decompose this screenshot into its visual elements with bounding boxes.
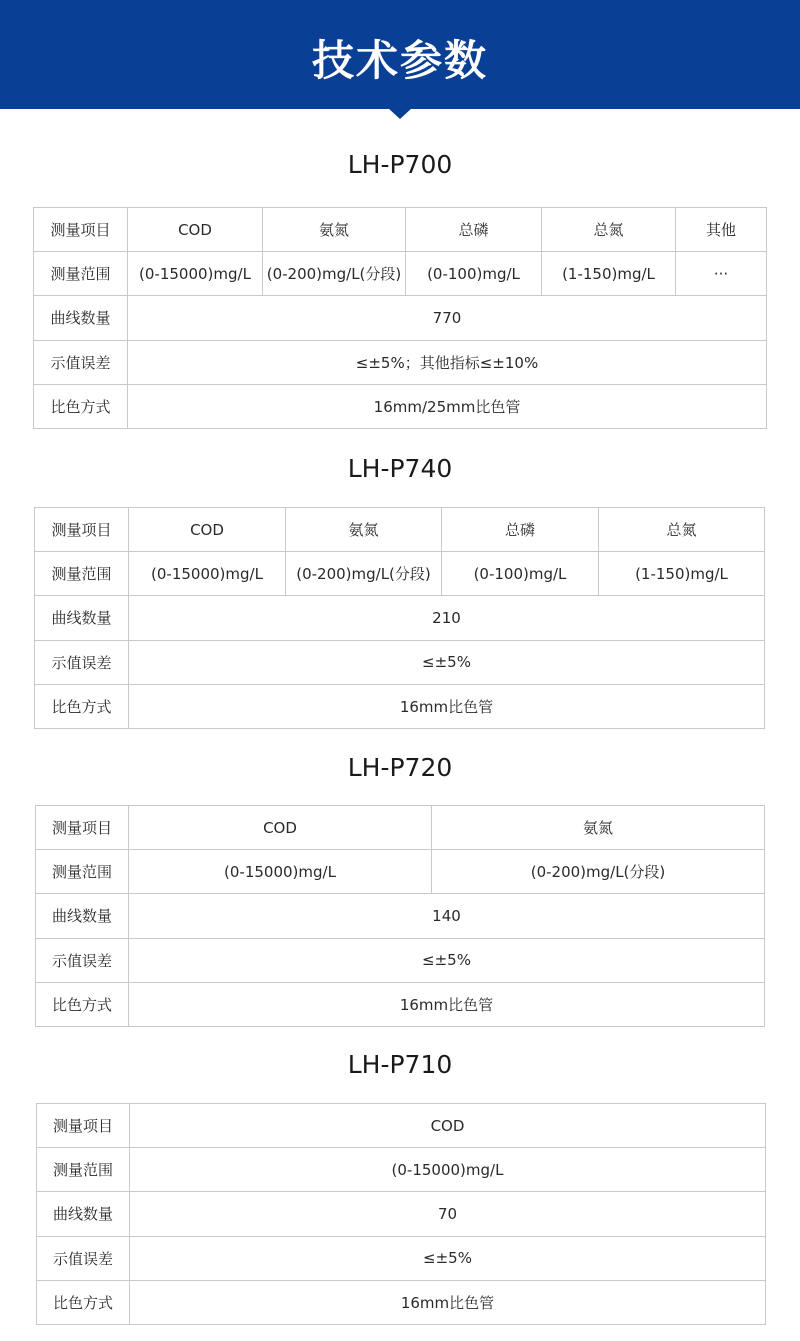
table-row — [34, 384, 767, 428]
row-label: 测量项目 — [34, 208, 128, 252]
model-title-p740: LH-P740 — [347, 454, 453, 483]
spec-table-p720 — [35, 805, 765, 1027]
table-cell: 总磷 — [442, 508, 599, 552]
row-label: 示值误差 — [36, 938, 129, 982]
table-row — [34, 252, 767, 296]
row-label: 曲线数量 — [36, 894, 129, 938]
table-row — [35, 684, 765, 728]
page-title: 技术参数 — [311, 36, 488, 85]
table-cell: 70 — [130, 1192, 766, 1236]
row-label: 示值误差 — [35, 640, 129, 684]
table-cell: (0-15000)mg/L — [129, 850, 432, 894]
table-cell: 16mm比色管 — [129, 684, 765, 728]
model-title-p700: LH-P700 — [347, 150, 453, 179]
table-cell: ≤±5% — [130, 1236, 766, 1280]
row-label: 测量项目 — [37, 1104, 130, 1148]
table-cell: (0-15000)mg/L — [130, 1148, 766, 1192]
row-label: 测量范围 — [35, 552, 129, 596]
row-label: 比色方式 — [36, 982, 129, 1026]
table-cell: (0-15000)mg/L — [129, 552, 286, 596]
table-row — [37, 1236, 766, 1280]
table-cell: 氨氮 — [263, 208, 406, 252]
table-cell: (0-200)mg/L(分段) — [432, 850, 765, 894]
table-cell: COD — [129, 806, 432, 850]
row-label: 测量范围 — [36, 850, 129, 894]
table-row — [35, 508, 765, 552]
table-cell: 总磷 — [406, 208, 542, 252]
header-pointer — [388, 108, 412, 119]
table-cell: 其他 — [676, 208, 767, 252]
table-row — [35, 640, 765, 684]
row-label: 比色方式 — [37, 1280, 130, 1324]
table-cell: 210 — [129, 596, 765, 640]
table-row — [37, 1280, 766, 1324]
table-cell: COD — [128, 208, 263, 252]
table-cell: 16mm比色管 — [130, 1280, 766, 1324]
table-cell: 氨氮 — [286, 508, 442, 552]
spec-table-p700 — [33, 207, 767, 429]
table-cell: 总氮 — [599, 508, 765, 552]
spec-table-p740 — [34, 507, 765, 729]
row-label: 测量范围 — [34, 252, 128, 296]
table-cell: (0-100)mg/L — [406, 252, 542, 296]
row-label: 比色方式 — [34, 384, 128, 428]
table-row — [34, 340, 767, 384]
row-label: 曲线数量 — [37, 1192, 130, 1236]
table-row — [35, 552, 765, 596]
table-cell: ≤±5% — [129, 640, 765, 684]
row-label: 曲线数量 — [35, 596, 129, 640]
row-label: 示值误差 — [37, 1236, 130, 1280]
table-cell: 770 — [128, 296, 767, 340]
model-title-p720: LH-P720 — [347, 753, 453, 782]
table-cell: COD — [129, 508, 286, 552]
table-row — [36, 894, 765, 938]
table-row — [36, 982, 765, 1026]
table-cell: (1-150)mg/L — [542, 252, 676, 296]
table-cell: 16mm/25mm比色管 — [128, 384, 767, 428]
table-cell: 140 — [129, 894, 765, 938]
table-cell: 氨氮 — [432, 806, 765, 850]
table-cell: (1-150)mg/L — [599, 552, 765, 596]
table-cell: 16mm比色管 — [129, 982, 765, 1026]
spec-table-p710 — [36, 1103, 766, 1325]
model-title-p710: LH-P710 — [347, 1050, 453, 1079]
table-cell: COD — [130, 1104, 766, 1148]
table-row — [36, 938, 765, 982]
table-cell: ··· — [676, 252, 767, 296]
table-cell: ≤±5%；其他指标≤±10% — [128, 340, 767, 384]
table-cell: (0-100)mg/L — [442, 552, 599, 596]
table-row — [34, 208, 767, 252]
page-header — [0, 0, 800, 109]
row-label: 测量范围 — [37, 1148, 130, 1192]
table-row — [37, 1148, 766, 1192]
table-cell: (0-200)mg/L(分段) — [286, 552, 442, 596]
table-cell: 总氮 — [542, 208, 676, 252]
row-label: 示值误差 — [34, 340, 128, 384]
table-row — [37, 1104, 766, 1148]
table-row — [37, 1192, 766, 1236]
table-row — [36, 806, 765, 850]
table-cell: (0-15000)mg/L — [128, 252, 263, 296]
table-cell: (0-200)mg/L(分段) — [263, 252, 406, 296]
row-label: 测量项目 — [35, 508, 129, 552]
table-cell: ≤±5% — [129, 938, 765, 982]
table-row — [36, 850, 765, 894]
table-row — [35, 596, 765, 640]
row-label: 比色方式 — [35, 684, 129, 728]
row-label: 测量项目 — [36, 806, 129, 850]
table-row — [34, 296, 767, 340]
row-label: 曲线数量 — [34, 296, 128, 340]
